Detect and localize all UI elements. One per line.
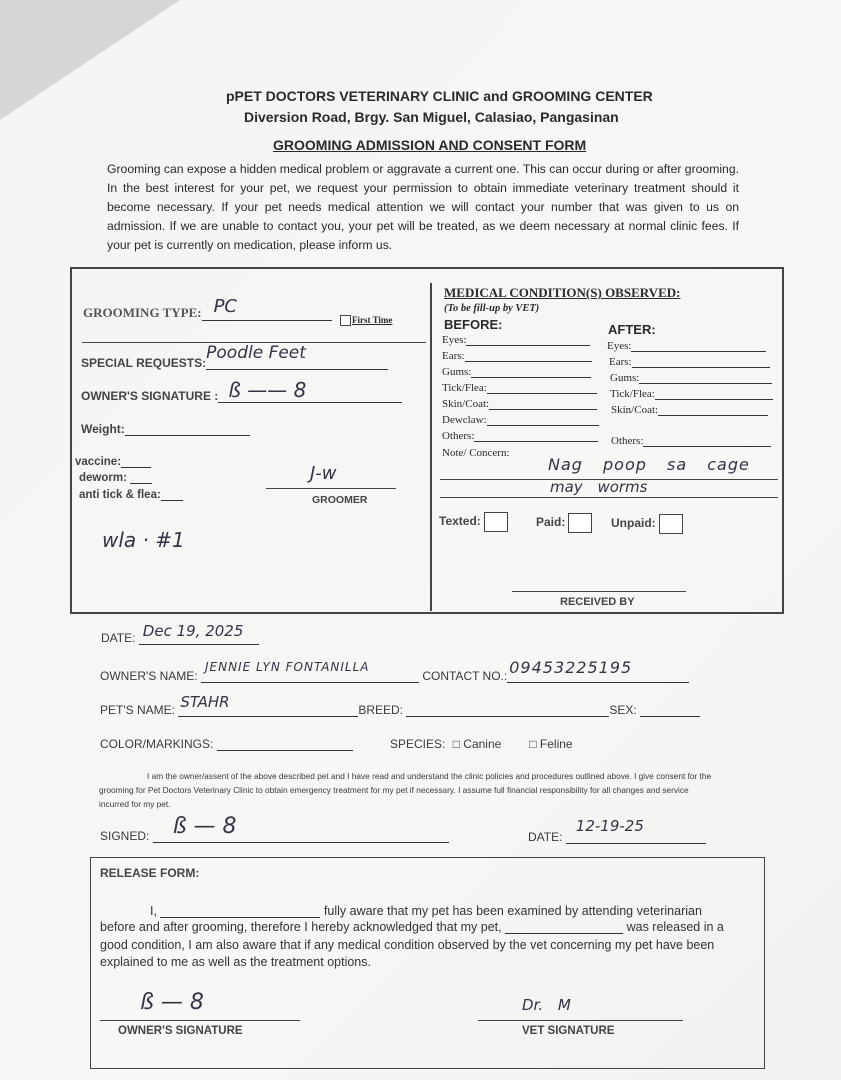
received-by-label: RECEIVED BY	[560, 596, 635, 608]
species-label: SPECIES:	[390, 737, 446, 751]
before-label: BEFORE:	[444, 317, 503, 332]
release-owner-name-field[interactable]	[160, 904, 320, 918]
release-text-2: before and after grooming, therefore I hereby acknowledged that my pet,	[100, 920, 502, 934]
vet-signature-line	[478, 1020, 683, 1021]
signed-signature: ß — 8	[172, 814, 237, 839]
owner-signature-line	[100, 1020, 300, 1021]
deworm-label: deworm:	[79, 472, 127, 484]
texted-label: Texted:	[439, 514, 481, 529]
owner-signature-label: OWNER'S SIGNATURE :	[81, 389, 219, 403]
release-text-3: was released in a	[626, 920, 724, 934]
groomer-line	[266, 488, 396, 489]
before-eyes-field[interactable]	[466, 334, 590, 346]
folded-page-corner	[0, 0, 180, 120]
contact-label: CONTACT NO.:	[422, 669, 508, 683]
after-ears-field[interactable]	[632, 356, 770, 368]
medical-title: MEDICAL CONDITION(S) OBSERVED:	[444, 285, 681, 300]
clinic-name: pPET DOCTORS VETERINARY CLINIC and GROOMING CENTER	[226, 88, 653, 104]
groomer-signature: J-w	[310, 463, 337, 484]
after-eyes-label: Eyes:	[607, 340, 632, 352]
owner-name-label: OWNER'S NAME:	[100, 669, 198, 683]
pet-name-label: PET'S NAME:	[100, 703, 175, 717]
before-gums-label: Gums:	[442, 366, 472, 378]
contact-value[interactable]: 09453225195	[509, 658, 633, 677]
texted-checkbox[interactable]	[484, 512, 508, 532]
grooming-type-value[interactable]: PC	[213, 296, 238, 317]
before-others-label: Others:	[442, 430, 475, 442]
weight-label: Weight:	[81, 422, 125, 436]
box-divider	[430, 283, 432, 611]
release-pet-name-field[interactable]	[505, 920, 623, 934]
before-ears-label: Ears:	[442, 350, 465, 362]
color-field[interactable]	[217, 736, 353, 751]
vaccine-label: vaccine:	[75, 456, 122, 468]
received-by-line	[512, 591, 686, 592]
anti-tick-field[interactable]	[161, 488, 183, 501]
unpaid-checkbox[interactable]	[659, 514, 683, 534]
date-value[interactable]: Dec 19, 2025	[142, 622, 244, 640]
after-ears-label: Ears:	[609, 356, 632, 368]
note-line-2-value[interactable]: may worms	[550, 478, 648, 496]
canine-option[interactable]: □ Canine	[452, 737, 502, 751]
note-label: Note/ Concern:	[442, 447, 510, 459]
vet-sig-label: VET SIGNATURE	[522, 1025, 615, 1037]
release-text-1: fully aware that my pet has been examined by attending veterinarian	[323, 904, 702, 918]
groomer-label: GROOMER	[312, 494, 368, 506]
before-eyes-label: Eyes:	[442, 334, 467, 346]
first-time-checkbox[interactable]	[340, 315, 351, 326]
after-label: AFTER:	[608, 322, 656, 337]
breed-field[interactable]	[406, 702, 609, 717]
handwritten-note: wla · #1	[102, 528, 185, 552]
before-dewclaw-field[interactable]	[487, 414, 599, 426]
release-owner-signature: ß — 8	[140, 990, 204, 1015]
after-gums-label: Gums:	[610, 372, 640, 384]
release-owner-sig-label: OWNER'S SIGNATURE	[118, 1025, 243, 1037]
before-tick-label: Tick/Flea:	[442, 382, 487, 394]
date-label: DATE:	[101, 631, 136, 645]
after-eyes-field[interactable]	[631, 340, 766, 352]
date2-value[interactable]: 12-19-25	[575, 817, 644, 835]
special-requests-label: SPECIAL REQUESTS:	[81, 356, 207, 370]
sex-label: SEX:	[609, 703, 637, 717]
after-tick-label: Tick/Flea:	[610, 388, 655, 400]
before-gums-field[interactable]	[471, 366, 591, 378]
release-text-4: good condition, I am also aware that if any medical condition observed by the vet concerning my pet have been explained to me as well as the treatment options.	[100, 938, 715, 969]
color-label: COLOR/MARKINGS:	[100, 737, 214, 751]
after-others-label: Others:	[611, 435, 644, 447]
pet-name-value[interactable]: STAHR	[180, 693, 230, 711]
before-dewclaw-label: Dewclaw:	[442, 414, 487, 426]
after-skin-label: Skin/Coat:	[611, 404, 659, 416]
special-requests-value[interactable]: Poodle Feet	[206, 343, 306, 363]
before-tick-field[interactable]	[487, 382, 597, 394]
breed-label: BREED:	[358, 703, 404, 717]
intro-paragraph: Grooming can expose a hidden medical problem or aggravate a current one. This can occur during or after grooming. In the best interest for your pet, we request your permission to obtain immediate veterinary treatment should it become necessary. If your pet needs medical attention we will contact your number that was given to us on admission. If we are unable to contact you, your pet will be treated, as we deem necessary at normal clinic fees. If your pet is currently on medication, please inform us.	[107, 162, 739, 252]
consent-paragraph: I am the owner/assent of the above described pet and I have read and understand the clinic policies and procedures outlined above. I give consent for the grooming for Pet Doctors Veterinary Clinic to obtain emergency treatment for my pet if necessary. I assume full financial responsibility for all changes and service incurred for my pet.	[99, 771, 712, 809]
after-others-field[interactable]	[643, 435, 771, 447]
vet-signature: Dr. M	[522, 996, 571, 1014]
paid-label: Paid:	[536, 515, 566, 530]
before-skin-field[interactable]	[489, 398, 597, 410]
anti-tick-label: anti tick & flea:	[79, 489, 161, 501]
date2-label: DATE:	[528, 830, 563, 844]
release-title: RELEASE FORM:	[100, 866, 200, 880]
deworm-field[interactable]	[130, 471, 152, 484]
before-ears-field[interactable]	[465, 350, 592, 362]
feline-option[interactable]: □ Feline	[529, 737, 573, 751]
owner-signature: ß —— 8	[228, 378, 307, 402]
before-skin-label: Skin/Coat:	[442, 398, 490, 410]
signed-label: SIGNED:	[100, 829, 150, 843]
paid-checkbox[interactable]	[568, 513, 592, 533]
after-gums-field[interactable]	[639, 372, 772, 384]
owner-name-value[interactable]: JENNIE LYN FONTANILLA	[204, 660, 370, 674]
clinic-address: Diversion Road, Brgy. San Miguel, Calasiao, Pangasinan	[244, 109, 619, 125]
sex-field[interactable]	[640, 702, 700, 717]
after-skin-field[interactable]	[658, 404, 768, 416]
form-title: GROOMING ADMISSION AND CONSENT FORM	[273, 137, 587, 153]
medical-subtitle: (To be fill-up by VET)	[444, 303, 540, 314]
vaccine-field[interactable]	[121, 455, 151, 468]
note-line-1-value[interactable]: Nag poop sa cage	[548, 455, 750, 474]
first-time-label: First Time	[352, 315, 393, 325]
release-i-label: I,	[150, 904, 157, 918]
weight-field[interactable]	[125, 421, 250, 436]
grooming-type-label: GROOMING TYPE:	[83, 305, 202, 320]
before-others-field[interactable]	[474, 430, 598, 442]
unpaid-label: Unpaid:	[611, 516, 656, 531]
note-line-2	[440, 497, 778, 498]
after-tick-field[interactable]	[655, 388, 773, 400]
